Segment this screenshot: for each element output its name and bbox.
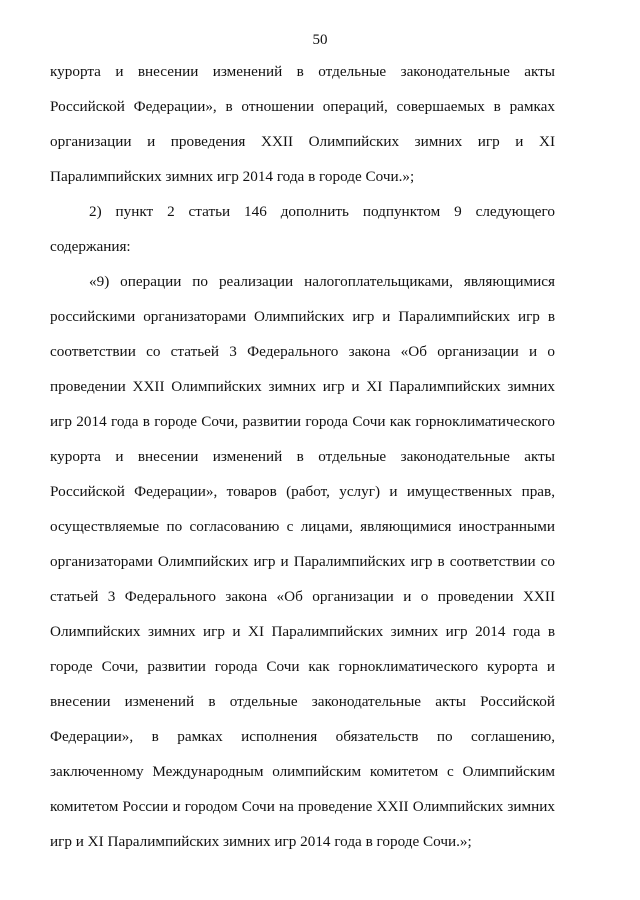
text-line: 2) пункт 2 статьи 146 дополнить подпунктом 9 следующего bbox=[89, 203, 555, 220]
text-line: Паралимпийских зимних игр 2014 года в городе Сочи.»; bbox=[50, 168, 415, 185]
text-line: организации и проведения XXII Олимпийских зимних игр и XI bbox=[50, 133, 555, 150]
text-line: содержания: bbox=[50, 238, 131, 255]
text-line: комитетом России и городом Сочи на проведение XXII Олимпийских зимних bbox=[50, 798, 555, 815]
page-number: 50 bbox=[312, 32, 328, 48]
text-line: курорта и внесении изменений в отдельные законодательные акты bbox=[50, 63, 555, 80]
text-line: Федерации», в рамках исполнения обязательств по соглашению, bbox=[50, 728, 555, 745]
text-line: Российской Федерации», товаров (работ, услуг) и имущественных прав, bbox=[50, 483, 555, 500]
text-line: игр и XI Паралимпийских зимних игр 2014 года в городе Сочи.»; bbox=[50, 833, 472, 850]
text-line: игр 2014 года в городе Сочи, развитии города Сочи как горноклиматического bbox=[50, 413, 555, 430]
text-line: российскими организаторами Олимпийских игр и Паралимпийских игр в bbox=[50, 308, 555, 325]
text-line: «9) операции по реализации налогоплательщиками, являющимися bbox=[89, 273, 555, 290]
text-line: организаторами Олимпийских игр и Паралимпийских игр в соответствии со bbox=[50, 553, 555, 570]
text-line: заключенному Международным олимпийским комитетом с Олимпийским bbox=[50, 763, 555, 780]
text-line: Олимпийских зимних игр и XI Паралимпийских зимних игр 2014 года в bbox=[50, 623, 555, 640]
text-line: соответствии со статьей 3 Федерального закона «Об организации и о bbox=[50, 343, 555, 360]
text-line: курорта и внесении изменений в отдельные законодательные акты bbox=[50, 448, 555, 465]
text-line: статьей 3 Федерального закона «Об организации и о проведении XXII bbox=[50, 588, 555, 605]
text-line: внесении изменений в отдельные законодательные акты Российской bbox=[50, 693, 555, 710]
text-line: городе Сочи, развитии города Сочи как горноклиматического курорта и bbox=[50, 658, 555, 675]
text-line: осуществляемые по согласованию с лицами, являющимися иностранными bbox=[50, 518, 555, 535]
text-line: проведении XXII Олимпийских зимних игр и XI Паралимпийских зимних bbox=[50, 378, 555, 395]
text-line: Российской Федерации», в отношении операций, совершаемых в рамках bbox=[50, 98, 555, 115]
